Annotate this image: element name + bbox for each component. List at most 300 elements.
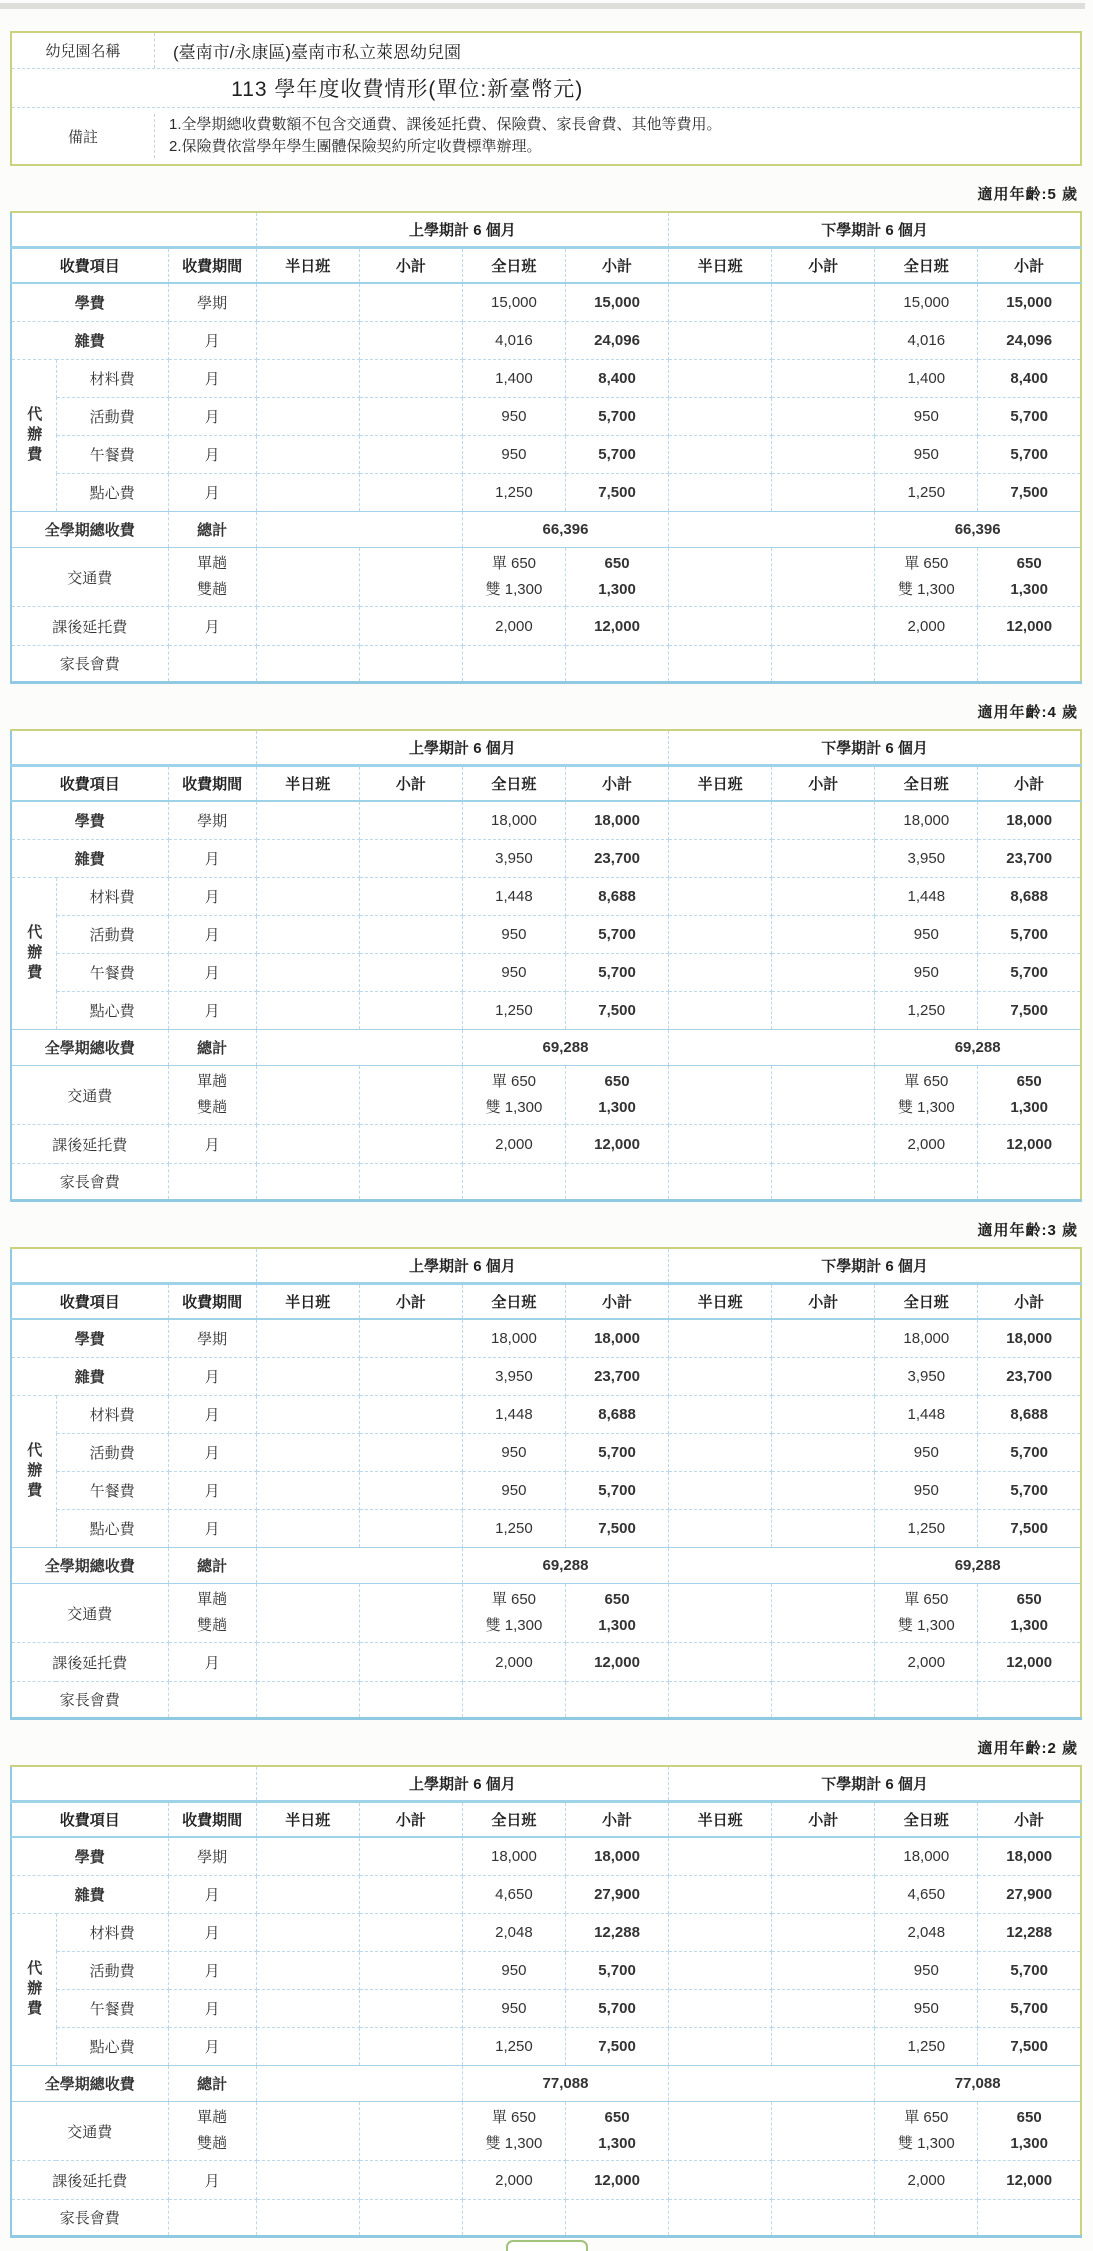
empty-cell xyxy=(772,322,875,360)
amount-cell: 15,000 xyxy=(462,283,565,322)
misc-label: 雜費 xyxy=(11,1358,168,1396)
subtotal-cell: 5,700 xyxy=(565,1990,668,2028)
amount-cell: 單 650 雙 1,300 xyxy=(462,2102,565,2161)
subtotal-cell: 7,500 xyxy=(565,2028,668,2066)
amount-cell: 2,000 xyxy=(462,1125,565,1164)
total-amount: 69,288 xyxy=(875,1030,1081,1066)
school-name-label: 幼兒園名稱 xyxy=(45,43,121,60)
period-cell: 月 xyxy=(168,322,256,360)
empty-cell xyxy=(359,1472,462,1510)
cut-off-button[interactable] xyxy=(506,2240,588,2251)
amount-cell: 18,000 xyxy=(875,1837,978,1876)
empty-cell xyxy=(256,474,359,512)
subtotal-cell: 18,000 xyxy=(978,801,1081,840)
empty-cell xyxy=(256,1837,359,1876)
sem1-header: 上學期計 6 個月 xyxy=(256,1766,668,1802)
amount-cell: 3,950 xyxy=(875,1358,978,1396)
empty-cell xyxy=(256,1434,359,1472)
subtotal-cell: 12,000 xyxy=(978,1125,1081,1164)
subtotal-cell: 12,000 xyxy=(565,607,668,646)
empty-cell xyxy=(772,398,875,436)
material-label: 材料費 xyxy=(56,1396,168,1434)
empty-cell xyxy=(772,646,875,683)
empty-cell xyxy=(669,1066,772,1125)
col-header-sub: 小計 xyxy=(772,248,875,284)
empty-cell xyxy=(359,916,462,954)
period-cell: 月 xyxy=(168,1358,256,1396)
remark-line-1: 1.全學期總收費數額不包含交通費、課後延托費、保險費、家長會費、其他等費用。 xyxy=(169,116,722,133)
row-snack xyxy=(11,992,1081,1030)
row-afterschool xyxy=(11,1643,1081,1682)
period-cell: 月 xyxy=(168,1643,256,1682)
row-lunch xyxy=(11,436,1081,474)
amount-cell: 1,250 xyxy=(875,474,978,512)
col-header-full: 全日班 xyxy=(875,248,978,284)
row-transport xyxy=(11,1584,1081,1643)
amount-cell: 950 xyxy=(875,398,978,436)
empty-cell xyxy=(256,2161,359,2200)
subtotal-cell: 18,000 xyxy=(565,1319,668,1358)
empty-cell xyxy=(772,1914,875,1952)
period-cell: 月 xyxy=(168,1914,256,1952)
empty-cell xyxy=(359,2102,462,2161)
empty-cell xyxy=(256,1952,359,1990)
sem2-header: 下學期計 6 個月 xyxy=(669,1766,1081,1802)
age-label: 適用年齡:4 歲 xyxy=(977,704,1078,721)
subtotal-cell: 27,900 xyxy=(565,1876,668,1914)
col-header-full: 全日班 xyxy=(875,766,978,802)
empty-cell xyxy=(772,1643,875,1682)
empty-cell xyxy=(256,2066,462,2102)
subtotal-cell: 12,000 xyxy=(978,1643,1081,1682)
amount-cell: 950 xyxy=(875,1952,978,1990)
period-cell: 單趟 雙趟 xyxy=(168,1584,256,1643)
row-material xyxy=(11,1396,1081,1434)
row-material xyxy=(11,1914,1081,1952)
fee-table-age-5 xyxy=(10,211,1082,684)
empty-cell xyxy=(256,840,359,878)
period-cell: 月 xyxy=(168,840,256,878)
empty-cell xyxy=(462,1164,565,1201)
total-period: 總計 xyxy=(168,512,256,548)
row-tuition xyxy=(11,1319,1081,1358)
subtotal-cell: 12,288 xyxy=(978,1914,1081,1952)
empty-cell xyxy=(359,2200,462,2237)
col-header-full: 全日班 xyxy=(462,766,565,802)
empty-cell xyxy=(256,1472,359,1510)
period-cell: 學期 xyxy=(168,1319,256,1358)
row-tuition xyxy=(11,283,1081,322)
row-misc xyxy=(11,322,1081,360)
subtotal-cell: 650 1,300 xyxy=(978,1584,1081,1643)
lunch-label: 午餐費 xyxy=(56,954,168,992)
empty-corner-cell xyxy=(11,730,256,766)
empty-cell xyxy=(772,436,875,474)
empty-cell xyxy=(772,1358,875,1396)
school-name-value: (臺南市/永康區)臺南市私立萊恩幼兒園 xyxy=(173,43,462,62)
col-header-sub: 小計 xyxy=(978,248,1081,284)
fee-table-age-4 xyxy=(10,729,1082,1202)
empty-cell xyxy=(669,2066,875,2102)
material-label: 材料費 xyxy=(56,360,168,398)
col-header-sub: 小計 xyxy=(772,1802,875,1838)
period-cell: 單趟 雙趟 xyxy=(168,548,256,607)
subtotal-cell: 5,700 xyxy=(565,1952,668,1990)
amount-cell: 1,448 xyxy=(875,878,978,916)
empty-cell xyxy=(256,2102,359,2161)
empty-cell xyxy=(168,2200,256,2237)
subtotal-cell: 15,000 xyxy=(978,283,1081,322)
semester-header-row xyxy=(11,212,1081,248)
total-label: 全學期總收費 xyxy=(11,512,168,548)
row-afterschool xyxy=(11,2161,1081,2200)
empty-corner-cell xyxy=(11,212,256,248)
row-misc xyxy=(11,840,1081,878)
empty-cell xyxy=(256,1396,359,1434)
amount-cell: 1,250 xyxy=(462,474,565,512)
amount-cell: 950 xyxy=(462,916,565,954)
activity-label: 活動費 xyxy=(56,398,168,436)
amount-cell: 18,000 xyxy=(875,1319,978,1358)
activity-label: 活動費 xyxy=(56,1952,168,1990)
remark-text xyxy=(155,114,722,158)
empty-cell xyxy=(669,1952,772,1990)
scan-artifact xyxy=(0,3,1085,9)
empty-cell xyxy=(359,801,462,840)
empty-cell xyxy=(669,474,772,512)
empty-corner-cell xyxy=(11,1766,256,1802)
empty-cell xyxy=(359,398,462,436)
col-header-half: 半日班 xyxy=(256,1802,359,1838)
subtotal-cell: 5,700 xyxy=(565,1472,668,1510)
amount-cell: 單 650 雙 1,300 xyxy=(875,1066,978,1125)
empty-cell xyxy=(772,840,875,878)
material-label: 材料費 xyxy=(56,1914,168,1952)
empty-cell xyxy=(359,1510,462,1548)
empty-cell xyxy=(359,1434,462,1472)
amount-cell: 950 xyxy=(462,1472,565,1510)
empty-cell xyxy=(772,992,875,1030)
period-cell: 學期 xyxy=(168,283,256,322)
misc-label: 雜費 xyxy=(11,322,168,360)
empty-cell xyxy=(669,436,772,474)
empty-cell xyxy=(669,1164,772,1201)
row-total xyxy=(11,2066,1081,2102)
subtotal-cell: 5,700 xyxy=(978,1952,1081,1990)
empty-cell xyxy=(669,1643,772,1682)
empty-cell xyxy=(772,1952,875,1990)
fee-section-age-5 xyxy=(10,183,1082,684)
col-header-half: 半日班 xyxy=(669,1284,772,1320)
row-material xyxy=(11,878,1081,916)
subtotal-cell: 18,000 xyxy=(565,801,668,840)
row-lunch xyxy=(11,954,1081,992)
empty-cell xyxy=(359,992,462,1030)
amount-cell: 3,950 xyxy=(875,840,978,878)
empty-cell xyxy=(772,2161,875,2200)
period-cell: 月 xyxy=(168,2028,256,2066)
agency-group-label: 代辦費 xyxy=(11,360,56,512)
amount-cell: 2,000 xyxy=(875,2161,978,2200)
amount-cell: 950 xyxy=(462,1434,565,1472)
semester-header-row xyxy=(11,1248,1081,1284)
row-snack xyxy=(11,2028,1081,2066)
empty-cell xyxy=(359,1990,462,2028)
empty-cell xyxy=(256,283,359,322)
transport-label: 交通費 xyxy=(11,1584,168,1643)
empty-cell xyxy=(772,1682,875,1719)
empty-cell xyxy=(669,548,772,607)
empty-cell xyxy=(359,646,462,683)
empty-cell xyxy=(669,607,772,646)
lunch-label: 午餐費 xyxy=(56,1472,168,1510)
empty-cell xyxy=(669,1396,772,1434)
empty-cell xyxy=(772,1510,875,1548)
subtotal-cell: 8,688 xyxy=(978,1396,1081,1434)
amount-cell: 2,048 xyxy=(462,1914,565,1952)
column-header-row xyxy=(11,1802,1081,1838)
row-transport xyxy=(11,548,1081,607)
col-header-sub: 小計 xyxy=(565,248,668,284)
empty-cell xyxy=(669,1990,772,2028)
empty-cell xyxy=(168,646,256,683)
sem1-header: 上學期計 6 個月 xyxy=(256,212,668,248)
title-row xyxy=(12,69,1080,108)
col-header-sub: 小計 xyxy=(565,1802,668,1838)
empty-cell xyxy=(669,360,772,398)
age-label: 適用年齡:3 歲 xyxy=(977,1222,1078,1239)
empty-cell xyxy=(256,992,359,1030)
amount-cell: 1,448 xyxy=(462,878,565,916)
empty-cell xyxy=(772,1837,875,1876)
total-period: 總計 xyxy=(168,1548,256,1584)
empty-cell xyxy=(669,1472,772,1510)
empty-cell xyxy=(256,1358,359,1396)
sem2-header: 下學期計 6 個月 xyxy=(669,1248,1081,1284)
row-misc xyxy=(11,1358,1081,1396)
col-header-full: 全日班 xyxy=(875,1284,978,1320)
sem2-header: 下學期計 6 個月 xyxy=(669,730,1081,766)
empty-cell xyxy=(256,436,359,474)
col-header-half: 半日班 xyxy=(256,766,359,802)
row-parents xyxy=(11,2200,1081,2237)
parents-label: 家長會費 xyxy=(11,1164,168,1201)
amount-cell: 1,250 xyxy=(875,1510,978,1548)
empty-cell xyxy=(256,954,359,992)
subtotal-cell: 5,700 xyxy=(978,916,1081,954)
col-header-sub: 小計 xyxy=(359,766,462,802)
row-tuition xyxy=(11,1837,1081,1876)
school-info-box xyxy=(10,31,1082,166)
empty-cell xyxy=(772,2102,875,2161)
empty-cell xyxy=(669,1914,772,1952)
col-header-full: 全日班 xyxy=(875,1802,978,1838)
period-cell: 學期 xyxy=(168,1837,256,1876)
empty-cell xyxy=(772,2200,875,2237)
amount-cell: 950 xyxy=(462,398,565,436)
tuition-label: 學費 xyxy=(11,1319,168,1358)
subtotal-cell: 18,000 xyxy=(565,1837,668,1876)
empty-cell xyxy=(256,2028,359,2066)
empty-cell xyxy=(359,436,462,474)
subtotal-cell: 650 1,300 xyxy=(565,1584,668,1643)
empty-cell xyxy=(256,801,359,840)
tuition-label: 學費 xyxy=(11,801,168,840)
row-total xyxy=(11,1030,1081,1066)
total-label: 全學期總收費 xyxy=(11,2066,168,2102)
empty-cell xyxy=(256,398,359,436)
empty-cell xyxy=(669,954,772,992)
amount-cell: 單 650 雙 1,300 xyxy=(462,1066,565,1125)
subtotal-cell: 5,700 xyxy=(565,916,668,954)
subtotal-cell: 15,000 xyxy=(565,283,668,322)
empty-cell xyxy=(772,1066,875,1125)
period-cell: 月 xyxy=(168,1434,256,1472)
empty-cell xyxy=(256,1030,462,1066)
period-cell: 月 xyxy=(168,1952,256,1990)
semester-header-row xyxy=(11,730,1081,766)
empty-cell xyxy=(772,878,875,916)
amount-cell: 1,400 xyxy=(875,360,978,398)
agency-group-label: 代辦費 xyxy=(11,1396,56,1548)
empty-cell xyxy=(772,1584,875,1643)
total-label: 全學期總收費 xyxy=(11,1030,168,1066)
empty-cell xyxy=(256,646,359,683)
tuition-label: 學費 xyxy=(11,283,168,322)
period-cell: 學期 xyxy=(168,801,256,840)
empty-cell xyxy=(669,878,772,916)
empty-cell xyxy=(359,607,462,646)
subtotal-cell: 5,700 xyxy=(978,1990,1081,2028)
empty-cell xyxy=(256,1125,359,1164)
empty-cell xyxy=(669,398,772,436)
empty-cell xyxy=(256,548,359,607)
period-cell: 月 xyxy=(168,1510,256,1548)
empty-cell xyxy=(772,1319,875,1358)
misc-label: 雜費 xyxy=(11,1876,168,1914)
row-activity xyxy=(11,1952,1081,1990)
empty-cell xyxy=(772,954,875,992)
empty-cell xyxy=(669,283,772,322)
afterschool-label: 課後延托費 xyxy=(11,1643,168,1682)
empty-cell xyxy=(669,1125,772,1164)
subtotal-cell: 7,500 xyxy=(565,1510,668,1548)
empty-cell xyxy=(462,646,565,683)
empty-cell xyxy=(772,1125,875,1164)
period-cell: 單趟 雙趟 xyxy=(168,2102,256,2161)
empty-cell xyxy=(256,1066,359,1125)
empty-cell xyxy=(359,1164,462,1201)
empty-cell xyxy=(359,1914,462,1952)
col-header-half: 半日班 xyxy=(669,766,772,802)
amount-cell: 1,250 xyxy=(875,2028,978,2066)
col-header-full: 全日班 xyxy=(462,1284,565,1320)
empty-cell xyxy=(359,1643,462,1682)
afterschool-label: 課後延托費 xyxy=(11,607,168,646)
subtotal-cell: 12,000 xyxy=(978,607,1081,646)
empty-cell xyxy=(359,1682,462,1719)
col-header-sub: 小計 xyxy=(565,766,668,802)
empty-cell xyxy=(256,1990,359,2028)
col-header-sub: 小計 xyxy=(359,1284,462,1320)
empty-cell xyxy=(256,1548,462,1584)
amount-cell: 2,000 xyxy=(875,1643,978,1682)
subtotal-cell: 23,700 xyxy=(565,1358,668,1396)
empty-cell xyxy=(256,607,359,646)
empty-cell xyxy=(669,1876,772,1914)
col-header-sub: 小計 xyxy=(359,1802,462,1838)
empty-cell xyxy=(875,1682,978,1719)
period-cell: 月 xyxy=(168,2161,256,2200)
row-misc xyxy=(11,1876,1081,1914)
empty-cell xyxy=(359,474,462,512)
sem1-header: 上學期計 6 個月 xyxy=(256,730,668,766)
amount-cell: 950 xyxy=(875,1472,978,1510)
subtotal-cell: 7,500 xyxy=(565,992,668,1030)
amount-cell: 950 xyxy=(875,1434,978,1472)
empty-cell xyxy=(256,1876,359,1914)
empty-cell xyxy=(772,1876,875,1914)
amount-cell: 18,000 xyxy=(875,801,978,840)
amount-cell: 18,000 xyxy=(462,801,565,840)
subtotal-cell: 12,000 xyxy=(978,2161,1081,2200)
empty-cell xyxy=(168,1164,256,1201)
col-header-sub: 小計 xyxy=(978,766,1081,802)
empty-cell xyxy=(772,360,875,398)
empty-cell xyxy=(565,1682,668,1719)
empty-cell xyxy=(669,1837,772,1876)
tuition-label: 學費 xyxy=(11,1837,168,1876)
subtotal-cell: 5,700 xyxy=(978,954,1081,992)
total-amount: 69,288 xyxy=(875,1548,1081,1584)
amount-cell: 1,448 xyxy=(875,1396,978,1434)
empty-cell xyxy=(875,1164,978,1201)
col-header-half: 半日班 xyxy=(669,248,772,284)
empty-cell xyxy=(669,2200,772,2237)
subtotal-cell: 12,288 xyxy=(565,1914,668,1952)
empty-cell xyxy=(669,1548,875,1584)
empty-cell xyxy=(669,1682,772,1719)
empty-cell xyxy=(669,646,772,683)
empty-cell xyxy=(772,1434,875,1472)
period-cell: 月 xyxy=(168,916,256,954)
col-header-half: 半日班 xyxy=(256,1284,359,1320)
subtotal-cell: 8,688 xyxy=(978,878,1081,916)
col-header-sub: 小計 xyxy=(772,1284,875,1320)
row-activity xyxy=(11,398,1081,436)
amount-cell: 單 650 雙 1,300 xyxy=(875,2102,978,2161)
amount-cell: 4,016 xyxy=(875,322,978,360)
amount-cell: 3,950 xyxy=(462,1358,565,1396)
amount-cell: 2,048 xyxy=(875,1914,978,1952)
empty-cell xyxy=(978,1682,1081,1719)
empty-cell xyxy=(256,2200,359,2237)
amount-cell: 4,016 xyxy=(462,322,565,360)
empty-cell xyxy=(359,840,462,878)
subtotal-cell: 650 1,300 xyxy=(978,548,1081,607)
amount-cell: 2,000 xyxy=(875,607,978,646)
subtotal-cell: 18,000 xyxy=(978,1319,1081,1358)
period-cell: 月 xyxy=(168,1472,256,1510)
subtotal-cell: 12,000 xyxy=(565,1125,668,1164)
activity-label: 活動費 xyxy=(56,916,168,954)
empty-cell xyxy=(772,283,875,322)
empty-cell xyxy=(669,2028,772,2066)
empty-cell xyxy=(359,548,462,607)
fee-section-age-3 xyxy=(10,1219,1082,1720)
empty-cell xyxy=(359,283,462,322)
subtotal-cell: 8,688 xyxy=(565,1396,668,1434)
